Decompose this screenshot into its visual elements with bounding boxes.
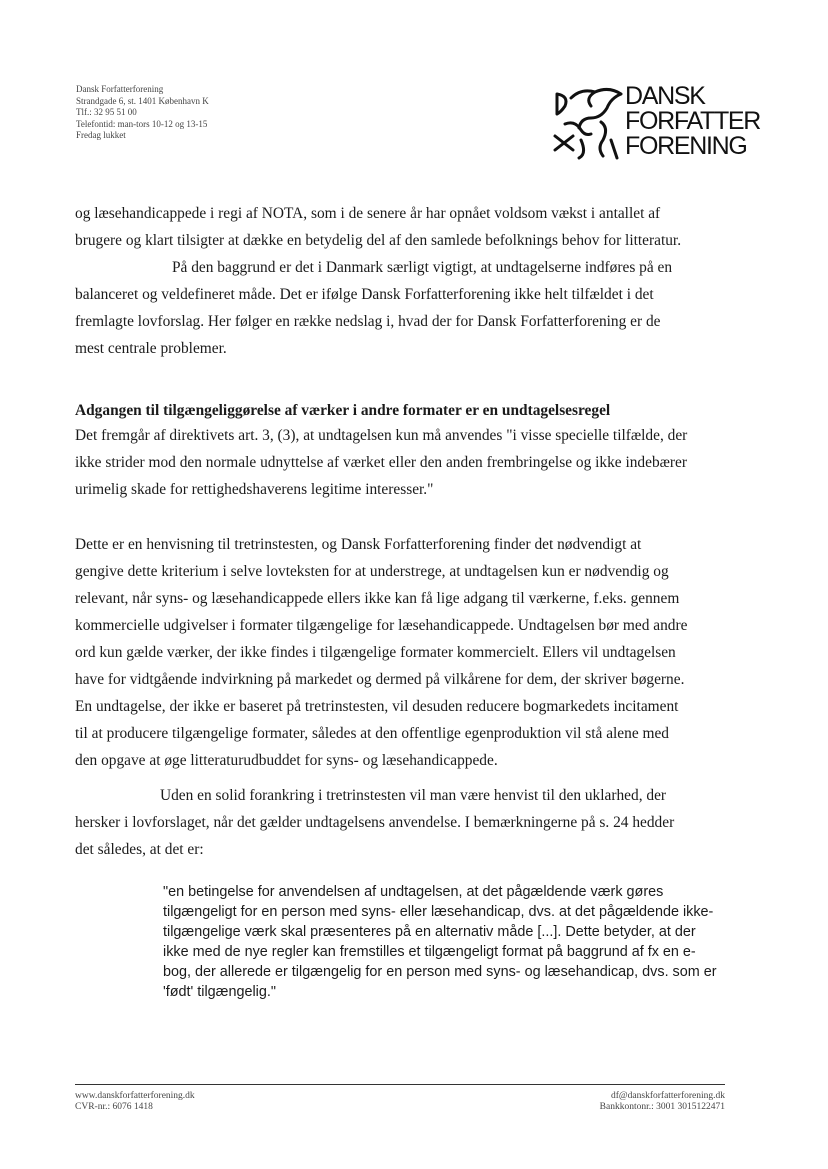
footer-email[interactable]: df@danskforfatterforening.dk bbox=[611, 1091, 725, 1101]
block-quote bbox=[163, 882, 733, 1002]
quote-line: "en betingelse for anvendelsen af undtagelsen, at det pågældende værk gøres bbox=[163, 884, 664, 900]
footer-cvr: CVR-nr.: 6076 1418 bbox=[75, 1102, 153, 1112]
logo-word: DANSK bbox=[625, 82, 705, 110]
address-line: Strandgade 6, st. 1401 København K bbox=[76, 95, 209, 106]
logo-wordmark bbox=[625, 84, 760, 159]
text-line: Det fremgår af direktivets art. 3, (3), at undtagelsen kun må anvendes "i visse specielle tilfælde, der bbox=[75, 427, 688, 444]
address-line: Tlf.: 32 95 51 00 bbox=[76, 107, 137, 117]
address-line: Dansk Forfatterforening bbox=[76, 84, 164, 94]
text-line: fremlagte lovforslag. Her følger en række nedslag i, hvad der for Dansk Forfatterforening er de bbox=[75, 313, 661, 330]
paragraph-background bbox=[75, 254, 735, 362]
text-line: ord kun gælde værker, der ikke findes i tilgængelige formater kommercielt. Ellers vil undtagelsen bbox=[75, 644, 676, 661]
footer-right bbox=[600, 1091, 725, 1113]
footer-divider bbox=[75, 1084, 725, 1085]
quote-line: tilgængelige værk skal præsenteres på en alternativ måde [...]. Dette betyder, at der bbox=[163, 924, 696, 940]
text-line: det således, at det er: bbox=[75, 841, 204, 858]
text-line: den opgave at øge litteraturudbuddet for syns- og læsehandicappede. bbox=[75, 752, 498, 769]
paragraph-three-step-test bbox=[75, 531, 735, 774]
organization-logo bbox=[551, 80, 761, 162]
section-heading bbox=[75, 397, 735, 424]
address-line: Fredag lukket bbox=[76, 130, 126, 140]
letterhead-address bbox=[76, 84, 209, 142]
logo-mark-icon bbox=[551, 84, 625, 160]
text-line: relevant, når syns- og læsehandicappede ellers ikke kan få lige adgang til værkerne, f.eks. gennem bbox=[75, 590, 680, 607]
quote-line: bog, der allerede er tilgængelig for en person med syns- og læsehandicap, dvs. som er bbox=[163, 964, 717, 980]
text-line: hersker i lovforslaget, når det gælder undtagelsens anvendelse. I bemærkningerne på s. 24 hedder bbox=[75, 814, 675, 831]
text-line: balanceret og veldefineret måde. Det er ifølge Dansk Forfatterforening ikke helt tilfældet i det bbox=[75, 286, 654, 303]
quote-line: ikke med de nye regler kan fremstilles et tilgængeligt format på baggrund af fx en e- bbox=[163, 944, 696, 960]
text-line: Uden en solid forankring i tretrinstesten vil man være henvist til den uklarhed, der bbox=[160, 787, 667, 804]
text-line: På den baggrund er det i Danmark særligt vigtigt, at undtagelserne indføres på en bbox=[172, 259, 673, 276]
text-line: til at producere tilgængelige formater, således at den offentlige egenproduktion vil stå alene med bbox=[75, 725, 670, 742]
paragraph-directive bbox=[75, 422, 735, 503]
footer-website[interactable]: www.danskforfatterforening.dk bbox=[75, 1091, 195, 1101]
address-line: Telefontid: man-tors 10-12 og 13-15 bbox=[76, 118, 208, 129]
footer-bank: Bankkontonr.: 3001 3015122471 bbox=[599, 1102, 725, 1112]
heading-text: Adgangen til tilgængeliggørelse af værker i andre formater er en undtagelsesregel bbox=[75, 402, 611, 419]
text-line: mest centrale problemer. bbox=[75, 340, 227, 357]
logo-word: FORENING bbox=[625, 132, 747, 160]
text-line: have for vidtgående indvirkning på markedet og dermed på vilkårene for dem, der skriver bøgerne. bbox=[75, 671, 685, 688]
text-line: og læsehandicappede i regi af NOTA, som i de senere år har opnået voldsom vækst i antallet af bbox=[75, 205, 661, 222]
text-line: brugere og klart tilsigter at dække en betydelig del af den samlede befolknings behov for litteratur. bbox=[75, 232, 682, 249]
intro-paragraph bbox=[75, 200, 735, 254]
text-line: urimelig skade for rettighedshaverens legitime interesser." bbox=[75, 481, 434, 498]
text-line: kommercielle udgivelser i formater tilgængelige for læsehandicappede. Undtagelsen bør med andre bbox=[75, 617, 688, 634]
logo-word: FORFATTER bbox=[625, 107, 761, 135]
text-line: gengive dette kriterium i selve lovteksten for at understrege, at undtagelsen kun er nødvendig og bbox=[75, 563, 669, 580]
text-line: ikke strider mod den normale udnyttelse af værket eller den anden frembringelse og ikke indebærer bbox=[75, 454, 688, 471]
text-line: En undtagelse, der ikke er baseret på tretrinstesten, vil desuden reducere bogmarkedets incitament bbox=[75, 698, 679, 715]
quote-line: tilgængeligt for en person med syns- eller læsehandicap, dvs. at det pågældende ikke- bbox=[163, 904, 714, 920]
footer-left bbox=[75, 1091, 195, 1113]
paragraph-uncertainty bbox=[75, 782, 735, 863]
text-line: Dette er en henvisning til tretrinstesten, og Dansk Forfatterforening finder det nødvendigt at bbox=[75, 536, 642, 553]
quote-line: 'født' tilgængelig." bbox=[163, 984, 276, 1000]
